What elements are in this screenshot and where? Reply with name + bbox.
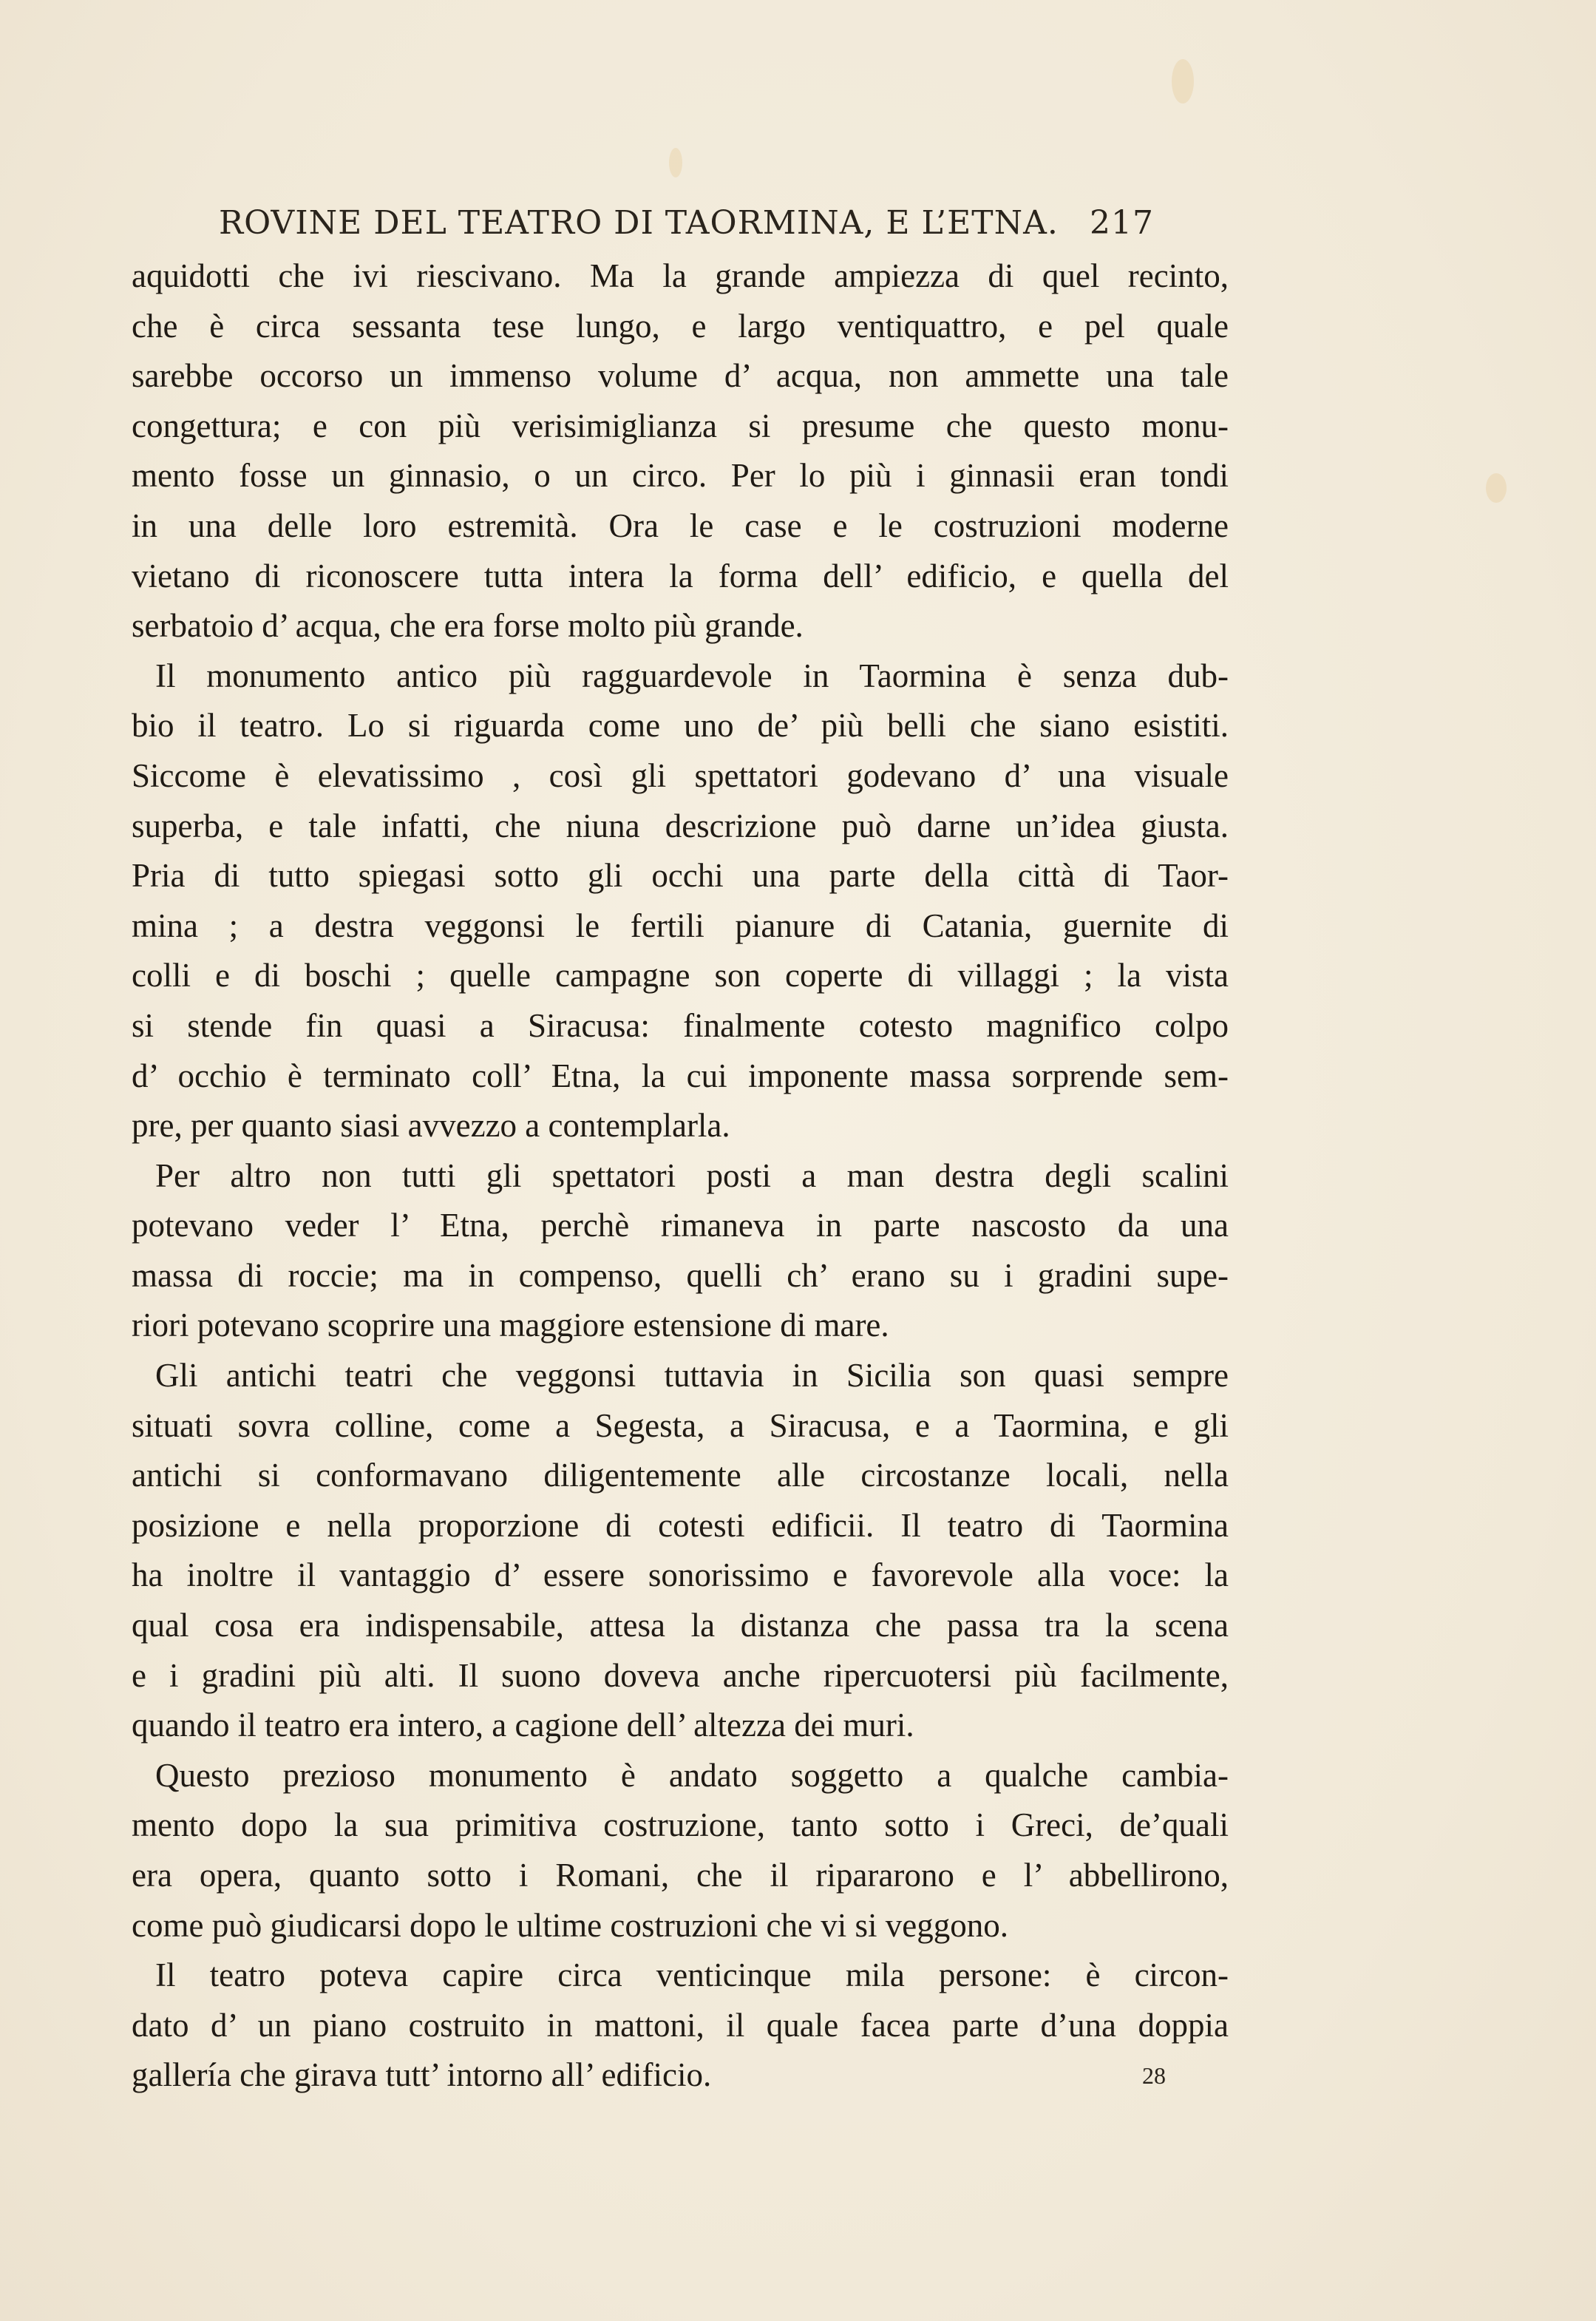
paper-stain xyxy=(1486,473,1507,503)
text-line: mina ; a destra veggonsi le fertili pianure di Catania, guernite di xyxy=(132,907,1229,944)
text-line: sarebbe occorso un immenso volume d’ acqua, non ammette una tale xyxy=(132,357,1229,395)
paper-stain xyxy=(1172,59,1194,104)
paragraph xyxy=(132,1151,1229,1351)
paragraph xyxy=(132,1751,1229,1951)
paragraph xyxy=(132,651,1229,1151)
text-line: e i gradini più alti. Il suono doveva anche ripercuotersi più facilmente, xyxy=(132,1656,1229,1694)
signature-mark: 28 xyxy=(1142,2062,1166,2089)
text-line: Questo prezioso monumento è andato soggetto a qualche cambia- xyxy=(155,1756,1229,1794)
text-line: mento dopo la sua primitiva costruzione, tanto sotto i Greci, de’quali xyxy=(132,1806,1229,1844)
paragraph xyxy=(132,1951,1229,2101)
text-line: bio il teatro. Lo si riguarda come uno de’ più belli che siano esistiti. xyxy=(132,707,1229,745)
running-head xyxy=(219,200,1154,251)
text-line: in una delle loro estremità. Ora le case e le costruzioni moderne xyxy=(132,506,1229,544)
text-line: dato d’ un piano costruito in mattoni, il quale facea parte d’una doppia xyxy=(132,2006,1229,2044)
text-line: situati sovra colline, come a Segesta, a Siracusa, e a Taormina, e gli xyxy=(132,1406,1229,1444)
text-line: pre, per quanto siasi avvezzo a contemplarla. xyxy=(132,1107,730,1145)
text-line: Il monumento antico più ragguardevole in Taormina è senza dub- xyxy=(155,657,1229,694)
text-line: congettura; e con più verisimiglianza si presume che questo monu- xyxy=(132,407,1229,444)
text-line: Siccome è elevatissimo , così gli spettatori godevano d’ una visuale xyxy=(132,756,1229,794)
body-text xyxy=(132,251,1229,2101)
text-line: superba, e tale infatti, che niuna descrizione può darne un’idea giusta. xyxy=(132,807,1229,844)
text-line: riori potevano scoprire una maggiore estensione di mare. xyxy=(132,1307,889,1344)
paragraph xyxy=(132,251,1229,651)
text-line: antichi si conformavano diligentemente alle circostanze locali, nella xyxy=(132,1457,1229,1494)
text-line: Pria di tutto spiegasi sotto gli occhi una parte della città di Taor- xyxy=(132,857,1229,895)
text-line: qual cosa era indispensabile, attesa la distanza che passa tra la scena xyxy=(132,1607,1229,1644)
text-line: potevano veder l’ Etna, perchè rimaneva in parte nascosto da una xyxy=(132,1207,1229,1244)
text-line: Per altro non tutti gli spettatori posti a man destra degli scalini xyxy=(155,1156,1229,1194)
text-line: come può giudicarsi dopo le ultime costruzioni che vi si veggono. xyxy=(132,1906,1008,1944)
paper-stain xyxy=(669,148,682,177)
text-line: mento fosse un ginnasio, o un circo. Per lo più i ginnasii eran tondi xyxy=(132,457,1229,495)
text-line: posizione e nella proporzione di cotesti edificii. Il teatro di Taormina xyxy=(132,1506,1229,1544)
text-line: Il teatro poteva capire circa venticinque mila persone: è circon- xyxy=(155,1956,1229,1994)
text-line: Gli antichi teatri che veggonsi tuttavia in Sicilia son quasi sempre xyxy=(155,1357,1229,1395)
text-line: ha inoltre il vantaggio d’ essere sonorissimo e favorevole alla voce: la xyxy=(132,1556,1229,1594)
text-line: quando il teatro era intero, a cagione dell’ altezza dei muri. xyxy=(132,1707,914,1744)
paragraph xyxy=(132,1351,1229,1751)
text-line: che è circa sessanta tese lungo, e largo ventiquattro, e pel quale xyxy=(132,307,1229,345)
text-line: d’ occhio è terminato coll’ Etna, la cui imponente massa sorprende sem- xyxy=(132,1057,1229,1094)
text-line: gallería che girava tutt’ intorno all’ edificio. xyxy=(132,2056,712,2094)
text-line: era opera, quanto sotto i Romani, che il ripararono e l’ abbellirono, xyxy=(132,1857,1229,1894)
text-line: serbatoio d’ acqua, che era forse molto più grande. xyxy=(132,607,804,645)
page-number: 217 xyxy=(1090,204,1154,242)
text-line: massa di roccie; ma in compenso, quelli ch’ erano su i gradini supe- xyxy=(132,1256,1229,1294)
text-line: colli e di boschi ; quelle campagne son coperte di villaggi ; la vista xyxy=(132,957,1229,995)
text-line: si stende fin quasi a Siracusa: finalmente cotesto magnifico colpo xyxy=(132,1006,1229,1044)
running-title: ROVINE DEL TEATRO DI TAORMINA, E L’ETNA. xyxy=(219,204,1059,242)
text-line: vietano di riconoscere tutta intera la forma dell’ edificio, e quella del xyxy=(132,557,1229,594)
text-line: aquidotti che ivi riescivano. Ma la grande ampiezza di quel recinto, xyxy=(132,257,1229,294)
